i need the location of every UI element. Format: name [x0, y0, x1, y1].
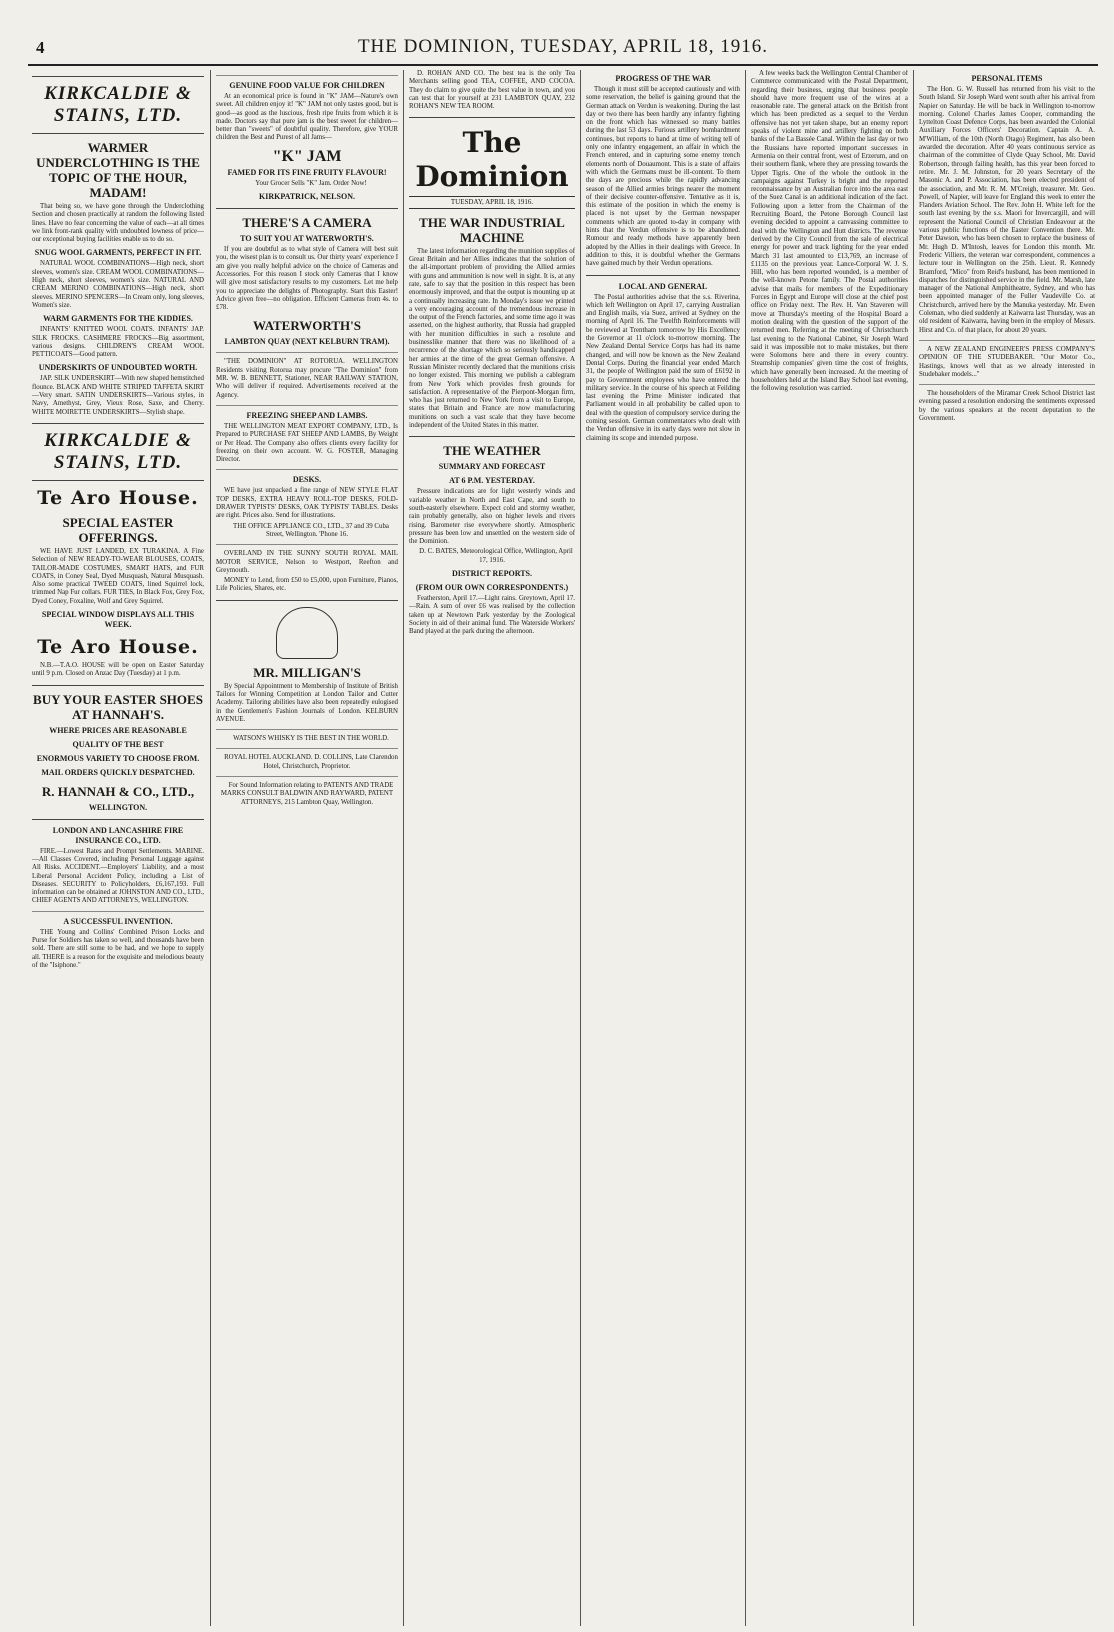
- rotorua-notice: "THE DOMINION" AT ROTORUA. WELLINGTON Residents visiting Rotorua may procure "The Dominion" from MR. W. B. BENNETT, Stationer, NEAR RAILWAY STATION, Who will deliver if required. Advertisements received at the Agency.: [216, 358, 398, 399]
- watson-whisky: WATSON'S WHISKY IS THE BEST IN THE WORLD.: [233, 735, 389, 743]
- editorial-date: TUESDAY, APRIL 18, 1916.: [409, 196, 575, 208]
- studebaker-ad: A NEW ZEALAND ENGINEER'S PRESS COMPANY'S OPINION OF THE STUDEBAKER. "Our Motor Co., Hastings, knows well that as we already interested in Studebaker models...": [919, 345, 1095, 378]
- local-general-heading: LOCAL AND GENERAL: [618, 281, 708, 291]
- district-reports-heading: DISTRICT REPORTS.: [451, 568, 533, 578]
- waterworth-address: LAMBTON QUAY (NEXT KELBURN TRAM).: [224, 337, 390, 347]
- kirkcaldie-title: KIRKCALDIE & STAINS, LTD.: [44, 83, 192, 126]
- desks-body: WE have just unpacked a fine range of NEW STYLE FLAT TOP DESKS, EXTRA HEAVY ROLL-TOP DESKS, FOLD-DRAWER TYPISTS' DESKS, OAK TYPISTS' TABLES. Desks are right. Prices also. Send for illustrations.: [216, 487, 398, 520]
- progress-war-heading: PROGRESS OF THE WAR: [615, 74, 711, 83]
- meat-export-body: THE WELLINGTON MEAT EXPORT COMPANY, LTD., Is Prepared to PURCHASE FAT SHEEP AND LAMBS, By Weight or Per Head. The Company also offers clients every facility for freezing on their own account. W. G. FOSTER, Managing Director.: [216, 422, 398, 464]
- progress-war-body: Though it must still be accepted cautiously and with some reservation, the belief is gaining ground that the German attack on Verdun is weakening. During the last day or two there has been hardly any infantry fighting on the front which has witnessed so many battles during the last 53 days. Furious artillery bombardment continues, but reports to hand at time of writing tell of only one infantry engagement, an affair in which the French entered, and in capturing some enemy trench elements north of Douaumont. This is a state of affairs with which the Germans must be ill-content. To them the days are precious while the rapidly advancing season of the Allied armies brings nearer the moment of their decisive counter-offensive. Tentative as it is, this estimate of the position in which the enemy is placed is not upset by the German newspaper comments which are quoted to-day in company with hints that the Verdun offensive is to be abandoned. Rumour and ready methods have apparently been adopted by the Allies in their dealings with Greece. In addition to this, it is doubtful whether the Germans have gained much by their Verdun operations.: [586, 86, 740, 268]
- invention-heading: A SUCCESSFUL INVENTION.: [63, 916, 173, 926]
- personal-items-body: The Hon. G. W. Russell has returned from his visit to the South Island. Sir Joseph Ward went south after his arrival from Napier on Saturday. He will be back in Wellington to-morrow morning. Colonel Charles James Cooper, commanding the Lyttelton Coast Defence Corps, has been awarded the Colonial Auxiliary Forces Officers' Decoration. Captain A. A. M'William, of the 10th (North Otago) Regiment, has also been awarded the decoration. After 40 years continuous service as chairman of the committee of Clyde Quay School, Mr. David Robertson, through failing health, has this year been forced to retire. Mr. J. M. Johnston, for 20 years Secretary of the Masonic A. and P. Association, has been elected president of the association, and Mr. R. M. M'Creigh, treasurer. Mr. Geo. Powell, of Napier, will leave for England this week to enter the Flanders Aviation School. The Rev. John H. White left for the south last evening by the s.s. Maori for Invercargill, and will represent the National Council of Christian Endeavour at the various public functions of the Easter Convention there. Mr. Peter Dawson, who has been chosen to replace the business of Mr. Hugh D. M'Intosh, leaves for London this month. Mr. Frederic Villiers, the veteran war correspondent, commences a lecture tour in Wellington on the 25th. Lieut. R. Kennedy Bramford, "Mico" from Reid's husband, has been mentioned in dispatches for distinguished service in the field. Mr. Marsh, late manager of the National Amphitheatre, Sydney, and who has been appointed manager of the Fuller Vaudeville Co. at Christchurch, arrived here by the Manuka yesterday. Mr. Ewen Coleman, who died suddenly at Kaiwarra last Thursday, was an old resident of Kaiwarra, having been in the employ of Messrs. Hirst and Co. of that place, for about 20 years.: [919, 86, 1095, 334]
- underclothing-heading: WARMER UNDERCLOTHING IS THE TOPIC OF THE HOUR, MADAM!: [36, 140, 200, 200]
- milligan-heading: MR. MILLIGAN'S: [253, 664, 361, 680]
- te-aro-notice: N.B.—T.A.O. HOUSE will be open on Easter Saturday until 9 p.m. Closed on Anzac Day (Tuesday) at 1 p.m.: [32, 662, 204, 678]
- underclothing-body: That being so, we have gone through the Underclothing Section and chosen practically at random the following listed lines. Have no fear concerning the value of each—at all times we link front-rank quality with undoubted lowness of price—our exceptional buying facilities enable us to do so.: [32, 203, 204, 244]
- miramar-resolution: The householders of the Miramar Creek School District last evening passed a resolution endorsing the sentiments expressed by the various speakers at the recent deputation to the Government.: [919, 390, 1095, 422]
- war-machine-body: The latest information regarding the munition supplies of Great Britain and her Allies indicates that the solution of the all-important problem of providing the Allied armies with guns and ammunition is now well in sight. It is, at any rate, safe to say that the position in this respect has been enormously improved, and that the output is mounting up at a continually increasing rate. In Monday's issue we printed a very encouraging account of the tremendous increase in the output of the French factories, and some time ago it was asserted, on the highest authority, that Russia had grappled with her munition difficulties in such a resolute and businesslike manner that there was no likelihood of a recurrence of the shortage which so seriously handicapped her armies at the time of the great German offensive. A Russian Minister recently declared that the munitions crisis no longer existed. This morning we publish a cablegram from New York which provides fresh grounds for satisfaction. A representative of the Pierpont-Morgan firm, who has just returned to New York from a visit to Europe, states that Britain and France are now manufacturing munitions on such a vast scale that they have become independent of the United States in this matter.: [409, 247, 575, 430]
- food-value-body: At an economical price is found in "K" JAM—Nature's own sweet. All children enjoy it! "K" JAM not only tastes good, but is good—as good as the luscious, fresh ripe fruits from which it is made. Doctors say that pure jam is the best sweet for children—better than "sweets" of doubtful quality. Therefore, give YOUR children the Best and Purest of all Jams—: [216, 93, 398, 142]
- snug-items: NATURAL WOOL COMBINATIONS—High neck, short sleeves, women's size. CREAM WOOL COMBINATIONS—High neck, short sleeves, women's size. NATURAL AND CREAM MERINO COMBINATIONS—High neck, short sleeves. MERINO SPENCERS—In Cream only, long sleeves, Women's size.: [32, 260, 204, 309]
- kirkpatrick: KIRKPATRICK, NELSON.: [259, 192, 355, 202]
- hannah-city: WELLINGTON.: [88, 802, 148, 812]
- kiddies-heading: WARM GARMENTS FOR THE KIDDIES.: [43, 314, 193, 324]
- column-war-progress: [586, 70, 740, 1626]
- office-appliance: THE OFFICE APPLIANCE CO., LTD., 37 and 39 Cuba Street, Wellington. 'Phone 16.: [233, 522, 389, 538]
- london-lancashire-body: FIRE.—Lowest Rates and Prompt Settlements. MARINE.—All Classes Covered, including Personal Luggage against All Risks. ACCIDENT.—Employers' Liability, and a most Liberal Personal Accident Policy, including a List of Diseases. SECURITY to Policyholders, £6,167,193. Full information can be obtained at JOHNSTON AND CO., LTD., CHIEF AGENTS AND ATTORNEYS, WELLINGTON.: [32, 847, 204, 905]
- underskirts-heading: UNDERSKIRTS OF UNDOUBTED WORTH.: [38, 363, 198, 373]
- local-general-body: The Postal authorities advise that the s.s. Riverina, which left Wellington on April 17, carrying Australian and English mails, via Suez, arrived at Sydney on the morning of April 16. The Twelfth Reinforcements will be reviewed at Trentham tomorrow by His Excellency the Governor at 11 o'clock to-morrow morning. The New Zealand Dental Service Corps has had its name changed, and will now be known as the New Zealand Dental Corps. During the financial year ended March 31, the people of Wellington paid the sum of £6192 in pay to Government employees who have entered the military service. In the course of his speech at Feilding last evening the Prime Minister indicated that Parliament would in all probability be called upon to deal with the question of compulsory service during the coming session. German commentators who dealt with the Verdun offensive in its early days were not slow in claiming its scope and intended purpose.: [586, 293, 740, 442]
- te-aro-house-title: Te Aro House.: [37, 486, 199, 509]
- personal-items-heading: PERSONAL ITEMS: [971, 74, 1043, 83]
- k-jam-title: "K" JAM: [272, 147, 342, 165]
- desks-heading: DESKS.: [292, 475, 322, 485]
- weather-signature: D. C. BATES, Meteorological Office, Wellington, April 17, 1916.: [419, 548, 573, 564]
- hannah-name: R. HANNAH & CO., LTD.,: [41, 783, 195, 799]
- column-divider: [913, 70, 914, 1626]
- column-news: [751, 70, 908, 1626]
- kirkcaldie-title-2: KIRKCALDIE & STAINS, LTD.: [44, 429, 192, 473]
- column-advertisements-second: [216, 70, 398, 1626]
- kiddies-items: INFANTS' KNITTED WOOL COATS. INFANTS' JAP. SILK FROCKS. CASHMERE FROCKS—Big assortment, various designs. CHILDREN'S CREAM WOOL PETTICOATS—Good pattern.: [32, 326, 204, 359]
- underskirts-items: JAP. SILK UNDERSKIRT—With new shaped hemstitched flounce. BLACK AND WHITE STRIPED TAFFETA SKIRT—Very smart. SATIN UNDERSKIRTS—Various styles, in Navy, Amethyst, Grey, Vieux Rose, Saxe, and Cherry. WHITE MOIRETTE UNDERSKIRTS—Stylish shape.: [32, 375, 204, 416]
- column-divider: [210, 70, 211, 1626]
- camera-subheading: TO SUIT YOU AT WATERWORTH'S.: [240, 234, 374, 244]
- royal-crest-icon: [276, 607, 338, 659]
- window-displays: SPECIAL WINDOW DISPLAYS ALL THIS WEEK.: [41, 610, 195, 630]
- easter-offerings-heading: SPECIAL EASTER OFFERINGS.: [62, 514, 174, 545]
- k-jam-subtitle: FAMED FOR ITS FINE FRUITY FLAVOUR!: [227, 167, 387, 177]
- rohan-tea-ad: D. ROHAN AND CO. The best tea is the only Tea Merchants selling good TEA, COFFEE, AND COCOA. They do claim to give quite the best value in town, and you can test that for yourself at 231 LAMBTON QUAY, 232 ROHAN'S NEW TEA ROOM.: [409, 70, 575, 111]
- food-value-heading: GENUINE FOOD VALUE FOR CHILDREN: [229, 81, 385, 90]
- freezing-heading: FREEZING SHEEP AND LAMBS.: [246, 410, 368, 420]
- hannah-quality: QUALITY OF THE BEST: [72, 739, 164, 749]
- masthead: [28, 34, 1098, 66]
- dominion-nameplate: The Dominion: [415, 126, 569, 194]
- district-reports-subheading: (FROM OUR OWN CORRESPONDENTS.): [415, 582, 569, 592]
- hannah-shoes-heading: BUY YOUR EASTER SHOES AT HANNAH'S.: [33, 691, 203, 722]
- royal-hotel: ROYAL HOTEL AUCKLAND. D. COLLINS, Late Clarendon Hotel, Christchurch, Proprietor.: [224, 754, 398, 770]
- grocer-line: Your Grocer Sells "K" Jam. Order Now!: [255, 179, 367, 187]
- overland-service: OVERLAND IN THE SUNNY SOUTH ROYAL MAIL MOTOR SERVICE, Nelson to Westport, Reefton and Greymouth.: [216, 550, 398, 574]
- invention-body: THE Young and Collins' Combined Prison Locks and Purse for Soldiers has taken so well, and thousands have been sold. There are still some to be had, and we hope to supply all. THERE is a reason for the exquisite and melodious beauty of the "Isiphone.": [32, 928, 204, 969]
- money-to-lend: MONEY to Lend, from £50 to £5,000, upon Furniture, Pianos, Life Policies, Shares, etc.: [216, 577, 398, 593]
- newspaper-header: THE DOMINION, TUESDAY, APRIL 18, 1916.: [357, 36, 769, 57]
- patent-attorneys: For Sound Information relating to PATENTS AND TRADE MARKS CONSULT BALDWIN AND RAYWARD, PATENT ATTORNEYS, 215 Lambton Quay, Wellington.: [220, 782, 394, 806]
- column-advertisements-left: [32, 70, 204, 1626]
- page-number: 4: [36, 38, 45, 57]
- weather-subheading: SUMMARY AND FORECAST: [438, 462, 546, 472]
- snug-heading: SNUG WOOL GARMENTS, PERFECT IN FIT.: [34, 248, 202, 258]
- column-divider: [580, 70, 581, 1626]
- hannah-prices: WHERE PRICES ARE REASONABLE: [49, 725, 187, 735]
- war-machine-heading: THE WAR INDUSTRIAL MACHINE: [419, 214, 565, 245]
- column-divider: [745, 70, 746, 1626]
- column-editorial: [409, 70, 575, 1626]
- milligan-body: By Special Appointment to Membership of Institute of British Tailors for Winning Competition at London Tailor and Cutter Academy. Tailoring abilities have also been repeatedly eulogised in the Gentlemen's Fashion Journals of London. KELBURN AVENUE.: [216, 682, 398, 723]
- camera-body: If you are doubtful as to what style of Camera will best suit you, the wisest plan is to consult us. Our thirty years' experience I am give you really helpful advice on the choice of Cameras and Accessories. For this reason I stock only Cameras that I know will give most satisfactory results to my customers. Let me help you to appreciate the delights of Photography. Start this Easter! Advice given free—no obligation. Efficient Cameras from 4s. to £78.: [216, 246, 398, 312]
- weather-heading: THE WEATHER: [443, 443, 541, 459]
- waterworth-name: WATERWORTH'S: [253, 318, 361, 334]
- easter-offerings-body: WE HAVE JUST LANDED, EX TURAKINA. A Fine Selection of NEW READY-TO-WEAR BLOUSES, COATS, TAILOR-MADE COSTUMES, SMART HATS, and FUR COATS, in Coney Seal, Dyed Musquash, Natural Musquash. Also some practical TWEED COATS, lined Squirrel lock, trimmed Nap Fur collars. FUR TIES, In Black Fox, Grey Fox, Dyed Coney, Foxaline, Wolf and Grey Squirrel.: [32, 547, 204, 605]
- column-personal: [919, 70, 1095, 1626]
- te-aro-house-title-2: Te Aro House.: [37, 636, 199, 659]
- camera-heading: THERE'S A CAMERA: [242, 215, 372, 231]
- weather-time: AT 6 P.M. YESTERDAY.: [449, 476, 535, 486]
- hannah-mail-orders: MAIL ORDERS QUICKLY DESPATCHED.: [41, 767, 195, 777]
- hannah-variety: ENORMOUS VARIETY TO CHOOSE FROM.: [36, 753, 200, 763]
- column-divider: [403, 70, 404, 1626]
- weather-body: Pressure indications are for light westerly winds and variable weather in North and East Cape, and south to south-easterly elsewhere. Expect cold and stormy weather, rain probably generally, also on higher levels and rivers rising. Barometer rise everywhere shortly. Atmospheric pressure has been low and unsettled on the western side of the Dominion.: [409, 488, 575, 546]
- london-lancashire-heading: LONDON AND LANCASHIRE FIRE INSURANCE CO., LTD.: [52, 825, 184, 845]
- district-reports-body: Featherston, April 17.—Light rains. Greytown, April 17.—Rain. A sum of over £6 was realised by the collection taken up at Newtown Park yesterday by the Zoological Society in aid of their animal fund. The Waterside Workers' Band played at the park during the afternoon.: [409, 594, 575, 636]
- news-body: A few weeks back the Wellington Central Chamber of Commerce communicated with the Postal Department, regarding their business, urging that business people should have more frequent use of the wires at a reasonable rate. The general attack on the British front which has been predicted as a sequel to the Verdun offensive has not yet taken shape, but an enemy report speaks of violent mine and artillery fighting on both banks of the La Bassée Canal. Within the last day or two the Russians have reported important successes in Armenia on their central front, west of Erzerum, and on their southern flank, where they are pressing towards the Upper Tigris. One of the whole the outlook in the campaigns against Turkey is bright and the reported reconnaissance by an Australian force into the area east of the Suez Canal is an additional indication of the fact. Following upon a letter from the Chairman of the Recruiting Board, the Petone Borough Council last evening decided to appoint a canvassing committee to deal with the Wellington and Hutt districts. The revenue derived by the City Council from the sale of electrical energy for power and track lighting for the year ended March 31 last amounted to £13,769, an increase of £1135 on the previous year. Lance-Corporal W. J. S. Hill, who has been reported wounded, is a member of the well-known Petone family. The Postal authorities advise that mails for members of the Expeditionary Forces in Egypt and Europe will close at the chief post office on Friday next. The Rev. H. Van Staveren will move at Thursday's meeting of the Hospital Board a motion dealing with the question of the support of the returned men. Referring at the meeting of Christchurch last evening to the National Cabinet, Sir Joseph Ward said it was impossible not to make mistakes, but there were Solomons here and there in every country. Steamship companies' given time the cost of freights, which have generally been increased. At the meeting of householders held at the Island Bay School last evening, the following resolution was carried.: [751, 70, 908, 393]
